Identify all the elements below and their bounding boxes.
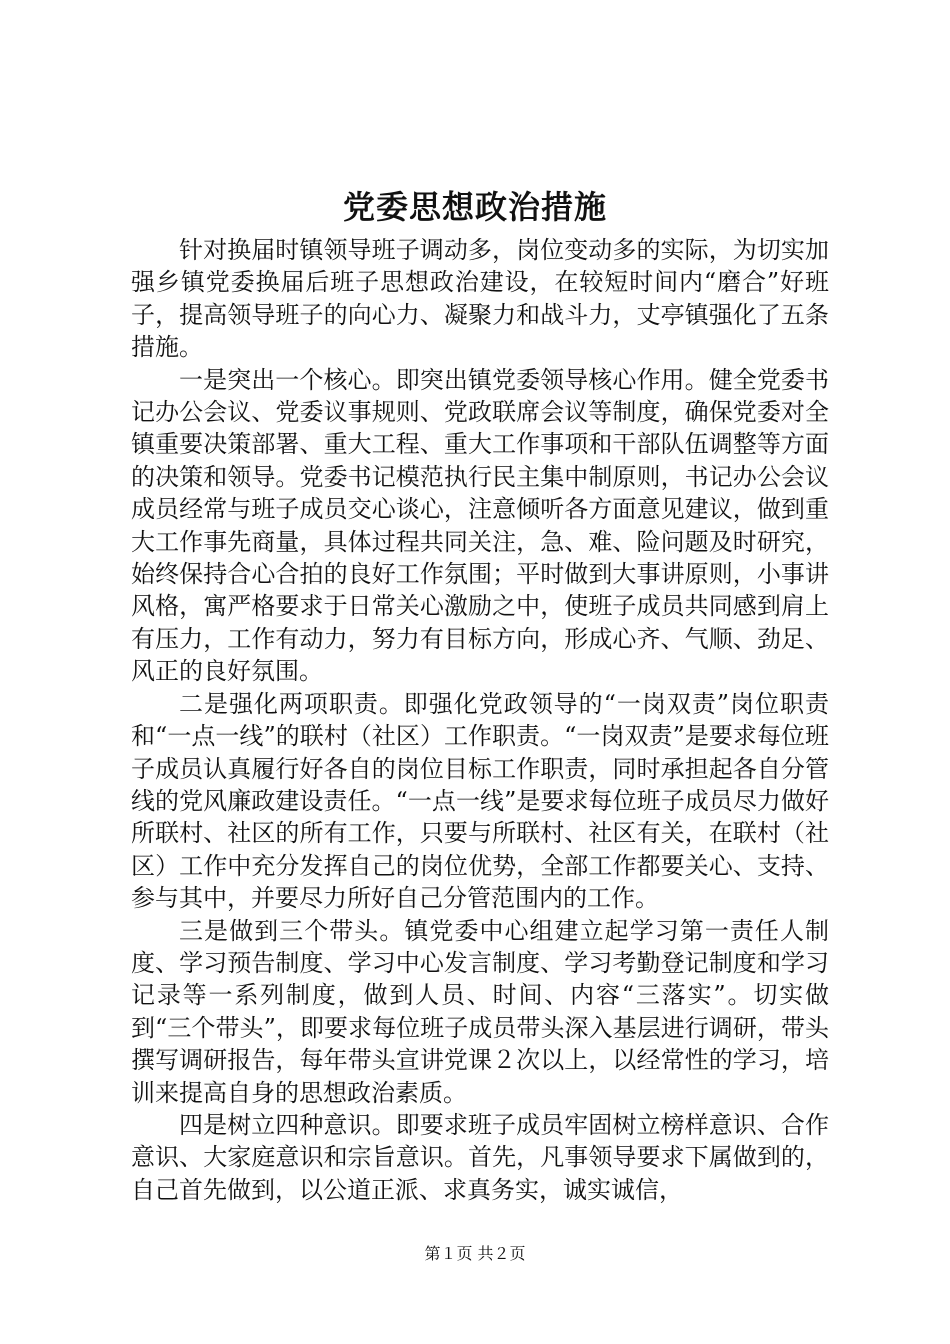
paragraph-measure-two: 二是强化两项职责。即强化党政领导的“一岗双责”岗位职责和“一点一线”的联村（社区）工作职责。“一岗双责”是要求每位班子成员认真履行好各自的岗位目标工作职责，同时承担起各自分管线的党风廉政建设责任。“一点一线”是要求每位班子成员尽力做好所联村、社区的所有工作，只要与所联村、社区有关，在联村（社区）工作中充分发挥自己的岗位优势，全部工作都要关心、支持、参与其中，并要尽力所好自己分管范围内的工作。 — [131, 689, 829, 913]
document-body — [131, 234, 829, 1206]
paragraph-measure-four: 四是树立四种意识。即要求班子成员牢固树立榜样意识、合作意识、大家庭意识和宗旨意识。首先，凡事领导要求下属做到的，自己首先做到，以公道正派、求真务实，诚实诚信， — [131, 1110, 829, 1204]
page-number-indicator: 第１页 共２页 — [424, 1244, 526, 1263]
paragraph-intro: 针对换届时镇领导班子调动多，岗位变动多的实际，为切实加强乡镇党委换届后班子思想政治建设，在较短时间内“磨合”好班子，提高领导班子的向心力、凝聚力和战斗力，丈亭镇强化了五条措施。 — [131, 236, 829, 362]
document-title: 党委思想政治措施 — [342, 188, 607, 226]
page-footer — [0, 1242, 950, 1266]
paragraph-measure-one: 一是突出一个核心。即突出镇党委领导核心作用。健全党委书记办公会议、党委议事规则、党政联席会议等制度，确保党委对全镇重要决策部署、重大工程、重大工作事项和干部队伍调整等方面的决策和领导。党委书记模范执行民主集中制原则，书记办公会议成员经常与班子成员交心谈心，注意倾听各方面意见建议，做到重大工作事先商量，具体过程共同关注，急、难、险问题及时研究，始终保持合心合拍的良好工作氛围；平时做到大事讲原则，小事讲风格，寓严格要求于日常关心激励之中，使班子成员共同感到肩上有压力，工作有动力，努力有目标方向，形成心齐、气顺、劲足、风正的良好氛围。 — [131, 365, 829, 686]
paragraph-measure-three: 三是做到三个带头。镇党委中心组建立起学习第一责任人制度、学习预告制度、学习中心发言制度、学习考勤登记制度和学习记录等一系列制度，做到人员、时间、内容“三落实”。切实做到“三个带头”，即要求每位班子成员带头深入基层进行调研，带头撰写调研报告，每年带头宣讲党课２次以上，以经常性的学习，培训来提高自身的思想政治素质。 — [131, 916, 829, 1107]
